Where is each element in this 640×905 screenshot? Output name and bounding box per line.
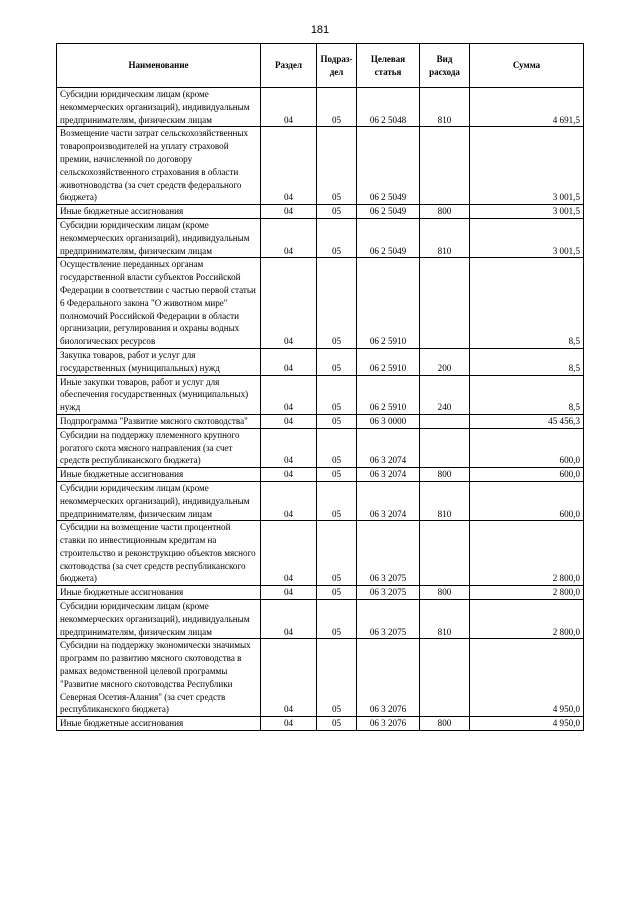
cell-expense-type: 200	[420, 348, 470, 375]
cell-subsection: 05	[317, 600, 357, 639]
cell-subsection: 05	[317, 639, 357, 717]
cell-expense-type	[420, 639, 470, 717]
cell-section: 04	[261, 348, 317, 375]
cell-name: Субсидии на поддержку экономически значимых программ по развитию мясного скотоводства в рамках ведомственной целевой программы "Развитие мясного скотоводства Республики Северная Осетия-Алания" (за счет средств республиканского бюджета)	[57, 639, 261, 717]
table-row	[57, 127, 584, 205]
cell-expense-type	[420, 258, 470, 349]
cell-section: 04	[261, 717, 317, 731]
cell-section: 04	[261, 88, 317, 127]
table-row	[57, 586, 584, 600]
table-row	[57, 481, 584, 520]
cell-section: 04	[261, 218, 317, 257]
header-subsection: Подраз-дел	[317, 44, 357, 88]
cell-name: Возмещение части затрат сельскохозяйственных товаропроизводителей на уплату страховой премии, начисленной по договору сельскохозяйственного страхования в области животноводства (за счет средств федерального бюджета)	[57, 127, 261, 205]
cell-expense-type: 810	[420, 88, 470, 127]
cell-subsection: 05	[317, 375, 357, 414]
cell-amount: 4 691,5	[470, 88, 584, 127]
cell-amount: 600,0	[470, 468, 584, 482]
table-row	[57, 428, 584, 467]
cell-expense-type: 800	[420, 468, 470, 482]
cell-amount: 4 950,0	[470, 717, 584, 731]
cell-subsection: 05	[317, 127, 357, 205]
cell-subsection: 05	[317, 205, 357, 219]
cell-amount: 600,0	[470, 481, 584, 520]
cell-amount: 2 800,0	[470, 586, 584, 600]
cell-target: 06 2 5049	[357, 218, 420, 257]
cell-target: 06 3 2076	[357, 717, 420, 731]
cell-target: 06 3 2075	[357, 521, 420, 586]
cell-amount: 3 001,5	[470, 218, 584, 257]
cell-target: 06 3 2076	[357, 639, 420, 717]
cell-target: 06 2 5049	[357, 205, 420, 219]
table-row	[57, 521, 584, 586]
cell-name: Иные закупки товаров, работ и услуг для обеспечения государственных (муниципальных) нужд	[57, 375, 261, 414]
cell-subsection: 05	[317, 481, 357, 520]
cell-expense-type	[420, 428, 470, 467]
cell-amount: 4 950,0	[470, 639, 584, 717]
cell-target: 06 3 2074	[357, 468, 420, 482]
table-row	[57, 218, 584, 257]
header-section: Раздел	[261, 44, 317, 88]
cell-section: 04	[261, 375, 317, 414]
table-row	[57, 717, 584, 731]
header-amount: Сумма	[470, 44, 584, 88]
cell-target: 06 3 2074	[357, 428, 420, 467]
cell-name: Иные бюджетные ассигнования	[57, 586, 261, 600]
table-row	[57, 600, 584, 639]
cell-subsection: 05	[317, 468, 357, 482]
table-row	[57, 205, 584, 219]
cell-name: Закупка товаров, работ и услуг для государственных (муниципальных) нужд	[57, 348, 261, 375]
cell-section: 04	[261, 586, 317, 600]
cell-amount: 8,5	[470, 258, 584, 349]
cell-amount: 8,5	[470, 375, 584, 414]
cell-amount: 2 800,0	[470, 521, 584, 586]
cell-expense-type: 800	[420, 205, 470, 219]
table-row	[57, 468, 584, 482]
cell-name: Подпрограмма "Развитие мясного скотоводства"	[57, 414, 261, 428]
cell-subsection: 05	[317, 414, 357, 428]
table-header-row	[57, 44, 584, 88]
cell-name: Субсидии юридическим лицам (кроме некоммерческих организаций), индивидуальным предпринимателям, физическим лицам	[57, 600, 261, 639]
cell-target: 06 2 5049	[357, 127, 420, 205]
header-expense-type: Вид расхода	[420, 44, 470, 88]
cell-section: 04	[261, 205, 317, 219]
cell-section: 04	[261, 600, 317, 639]
cell-name: Иные бюджетные ассигнования	[57, 205, 261, 219]
cell-expense-type: 810	[420, 218, 470, 257]
cell-subsection: 05	[317, 586, 357, 600]
table-row	[57, 639, 584, 717]
cell-name: Субсидии юридическим лицам (кроме некоммерческих организаций), индивидуальным предпринимателям, физическим лицам	[57, 88, 261, 127]
cell-subsection: 05	[317, 348, 357, 375]
cell-target: 06 2 5910	[357, 375, 420, 414]
cell-amount: 45 456,3	[470, 414, 584, 428]
cell-expense-type: 810	[420, 481, 470, 520]
cell-amount: 2 800,0	[470, 600, 584, 639]
cell-amount: 3 001,5	[470, 127, 584, 205]
cell-expense-type: 800	[420, 717, 470, 731]
page-number: 181	[310, 24, 330, 36]
cell-amount: 600,0	[470, 428, 584, 467]
cell-target: 06 3 2075	[357, 586, 420, 600]
cell-name: Субсидии юридическим лицам (кроме некоммерческих организаций), индивидуальным предпринимателям, физическим лицам	[57, 481, 261, 520]
cell-amount: 8,5	[470, 348, 584, 375]
header-target: Целевая статья	[357, 44, 420, 88]
cell-subsection: 05	[317, 258, 357, 349]
cell-expense-type: 800	[420, 586, 470, 600]
cell-expense-type	[420, 127, 470, 205]
cell-target: 06 3 2075	[357, 600, 420, 639]
cell-expense-type: 240	[420, 375, 470, 414]
cell-section: 04	[261, 639, 317, 717]
cell-name: Субсидии на поддержку племенного крупного рогатого скота мясного направления (за счет средств республиканского бюджета)	[57, 428, 261, 467]
budget-table	[56, 43, 584, 731]
table-row	[57, 348, 584, 375]
cell-section: 04	[261, 414, 317, 428]
table-row	[57, 375, 584, 414]
table-row	[57, 414, 584, 428]
cell-subsection: 05	[317, 521, 357, 586]
cell-expense-type	[420, 414, 470, 428]
cell-name: Иные бюджетные ассигнования	[57, 468, 261, 482]
cell-target: 06 2 5910	[357, 348, 420, 375]
cell-section: 04	[261, 428, 317, 467]
cell-target: 06 3 0000	[357, 414, 420, 428]
cell-name: Осуществление переданных органам государственной власти субъектов Российской Федерации в соответствии с частью первой статьи 6 Федерального закона "О животном мире" полномочий Российской Федерации в области организации, регулирования и охраны водных биологических ресурсов	[57, 258, 261, 349]
cell-section: 04	[261, 468, 317, 482]
table-row	[57, 258, 584, 349]
cell-expense-type: 810	[420, 600, 470, 639]
cell-name: Иные бюджетные ассигнования	[57, 717, 261, 731]
cell-subsection: 05	[317, 88, 357, 127]
cell-subsection: 05	[317, 218, 357, 257]
cell-target: 06 3 2074	[357, 481, 420, 520]
cell-name: Субсидии на возмещение части процентной ставки по инвестиционным кредитам на строительство и реконструкцию объектов мясного скотоводства (за счет средств республиканского бюджета)	[57, 521, 261, 586]
cell-section: 04	[261, 481, 317, 520]
cell-amount: 3 001,5	[470, 205, 584, 219]
cell-subsection: 05	[317, 717, 357, 731]
cell-name: Субсидии юридическим лицам (кроме некоммерческих организаций), индивидуальным предпринимателям, физическим лицам	[57, 218, 261, 257]
cell-section: 04	[261, 127, 317, 205]
table-row	[57, 88, 584, 127]
header-name: Наименование	[57, 44, 261, 88]
cell-target: 06 2 5048	[357, 88, 420, 127]
cell-target: 06 2 5910	[357, 258, 420, 349]
cell-section: 04	[261, 521, 317, 586]
cell-expense-type	[420, 521, 470, 586]
cell-section: 04	[261, 258, 317, 349]
cell-subsection: 05	[317, 428, 357, 467]
